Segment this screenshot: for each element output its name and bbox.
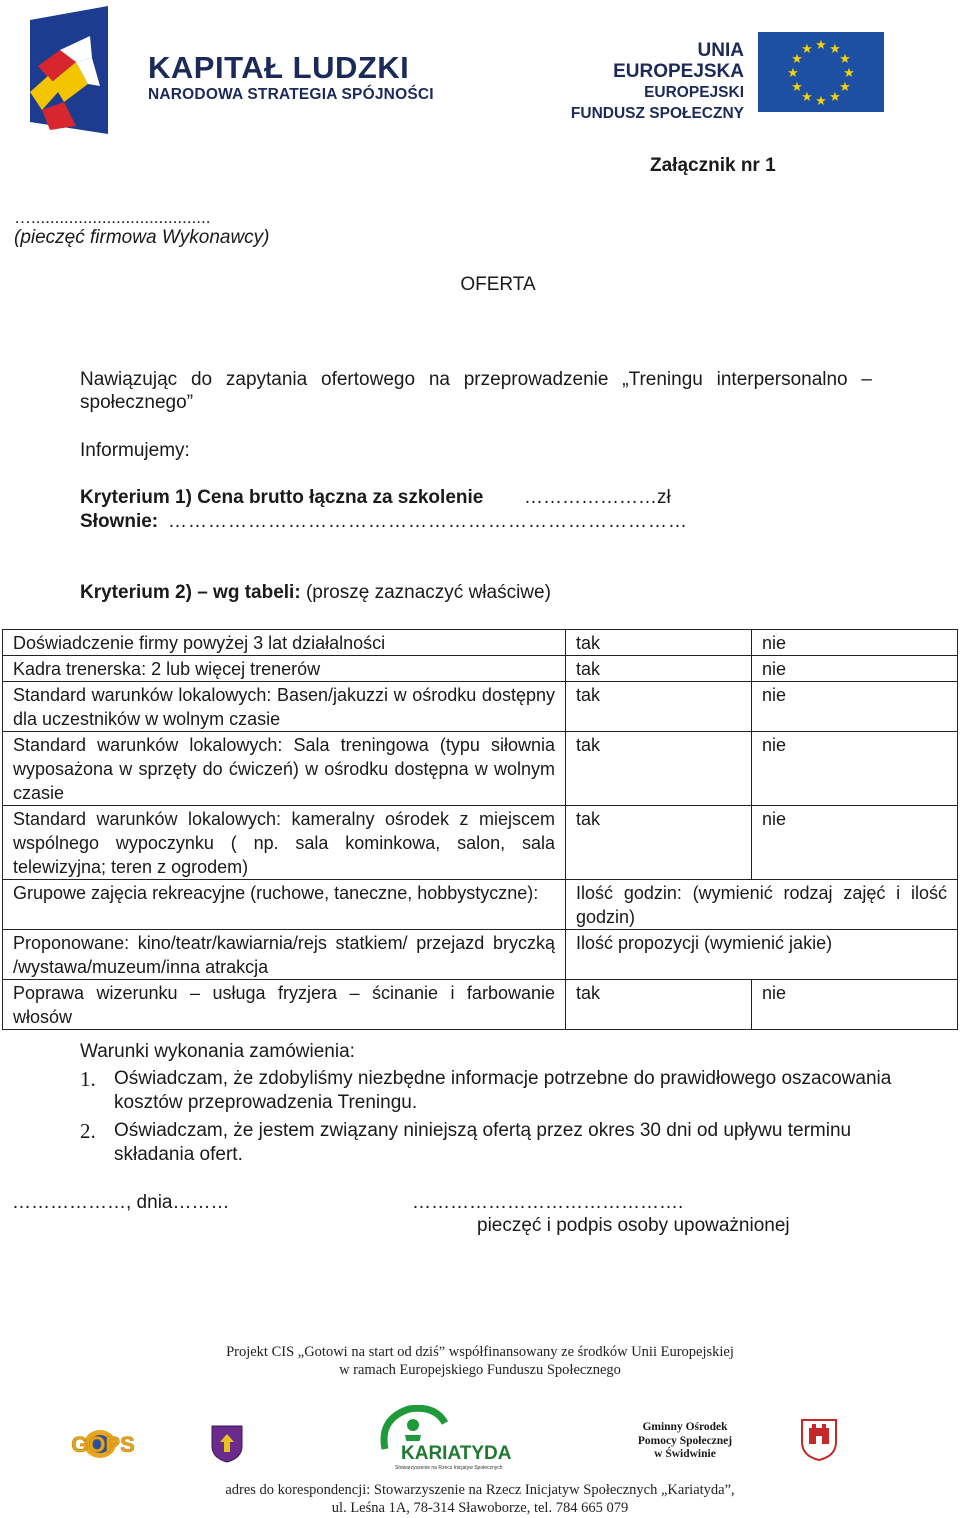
svg-text:★: ★: [801, 90, 813, 105]
option-yes[interactable]: tak: [566, 656, 752, 682]
table-row: [3, 880, 958, 930]
option-no[interactable]: nie: [752, 732, 958, 806]
criterion-label: Doświadczenie firmy powyżej 3 lat działalności: [3, 630, 566, 656]
condition-item: [80, 1119, 920, 1167]
condition-text: Oświadczam, że zdobyliśmy niezbędne informacje potrzebne do prawidłowego oszacowania kosztów przeprowadzenia Treningu.: [114, 1068, 892, 1113]
criterion-label: Grupowe zajęcia rekreacyjne (ruchowe, taneczne, hobbystyczne):: [3, 880, 566, 930]
criterion-2-note: (proszę zaznaczyć właściwe): [300, 582, 551, 603]
condition-item: [80, 1067, 920, 1115]
criterion-label: Standard warunków lokalowych: Sala treningowa (typu siłownia wyposażona w sprzęty do ćwiczeń) w ośrodku dostępna w wolnym czasie: [3, 732, 566, 806]
table-row: [3, 682, 958, 732]
table-row: [3, 630, 958, 656]
criteria-table: [2, 629, 958, 1030]
svg-text:★: ★: [815, 38, 827, 53]
eu-line-3: FUNDUSZ SPOŁECZNY: [570, 105, 744, 122]
option-yes[interactable]: tak: [566, 980, 752, 1030]
footer-project-line-2: w ramach Europejskiego Funduszu Społecznego: [339, 1362, 621, 1378]
option-yes[interactable]: tak: [566, 806, 752, 880]
table-row: [3, 806, 958, 880]
proposals-field[interactable]: Ilość propozycji (wymienić jakie): [566, 930, 958, 980]
option-yes[interactable]: tak: [566, 732, 752, 806]
criterion-label: Kadra trenerska: 2 lub więcej trenerów: [3, 656, 566, 682]
criterion-label: Poprawa wizerunku – usługa fryzjera – ścinanie i farbowanie włosów: [3, 980, 566, 1030]
svg-text:★: ★: [791, 80, 803, 95]
table-row: [3, 930, 958, 980]
svg-text:★: ★: [787, 66, 799, 81]
conditions-label: Warunki wykonania zamówienia:: [80, 1041, 355, 1062]
kapital-ludzki-title: KAPITAŁ LUDZKI: [148, 50, 410, 85]
option-no[interactable]: nie: [752, 656, 958, 682]
svg-text:★: ★: [839, 52, 851, 67]
svg-text:★: ★: [815, 94, 827, 109]
gops-line-2: Pomocy Społecznej: [637, 1434, 733, 1447]
signature-label: pieczęć i podpis osoby upoważnionej: [477, 1215, 790, 1236]
svg-text:★: ★: [791, 52, 803, 67]
gops-logo-text: GOPS: [71, 1432, 135, 1457]
kariatyda-logo: [365, 1405, 515, 1471]
eu-line-2: EUROPEJSKI: [644, 84, 744, 101]
eu-flag-icon: [758, 32, 884, 112]
table-row: [3, 732, 958, 806]
footer-address-line-2: ul. Leśna 1A, 78-314 Sławoborze, tel. 784 665 079: [331, 1500, 629, 1516]
condition-number: 2.: [80, 1119, 96, 1143]
date-field[interactable]: ………………, dnia………: [12, 1192, 230, 1213]
gops-line-3: w Świdwinie: [654, 1448, 716, 1460]
option-yes[interactable]: tak: [566, 630, 752, 656]
option-no[interactable]: nie: [752, 806, 958, 880]
gops-line-1: Gminny Ośrodek: [642, 1421, 728, 1433]
attachment-number: Załącznik nr 1: [650, 155, 776, 176]
footer-address: [0, 1481, 960, 1517]
kariatyda-logo-text: KARIATYDA: [401, 1443, 512, 1464]
criterion-label: Standard warunków lokalowych: kameralny ośrodek z miejscem wspólnego wypoczynku ( np. sala kominkowa, salon, sala telewizyjna; teren z ogrodem): [3, 806, 566, 880]
criterion-1-label: Kryterium 1) Cena brutto łączna za szkolenie: [80, 487, 484, 508]
document-title: OFERTA: [460, 274, 536, 295]
svg-text:★: ★: [829, 90, 841, 105]
hours-field[interactable]: Ilość godzin: (wymienić rodzaj zajęć i ilość godzin): [566, 880, 958, 930]
option-yes[interactable]: tak: [566, 682, 752, 732]
stamp-dots: …......................................: [14, 208, 211, 227]
in-words-label: Słownie:: [80, 511, 159, 532]
signature-field[interactable]: …………………………………….: [412, 1192, 684, 1213]
gops-office-name: [630, 1421, 740, 1462]
gops-logo: [58, 1426, 148, 1462]
in-words-field[interactable]: ……………………………………………………………………: [168, 511, 688, 532]
table-row: [3, 656, 958, 682]
option-no[interactable]: nie: [752, 682, 958, 732]
svg-text:★: ★: [843, 66, 855, 81]
condition-text: Oświadczam, że jestem związany niniejszą ofertą przez okres 30 dni od upływu terminu składania ofert.: [114, 1120, 852, 1165]
footer-project-line-1: Projekt CIS „Gotowi na start od dziś” współfinansowany ze środków Unii Europejskiej: [226, 1344, 734, 1360]
town-coat-of-arms-icon: [800, 1418, 838, 1462]
criterion-2-heading: [80, 582, 551, 604]
intro-line-1: Nawiązując do zapytania ofertowego na przeprowadzenie „Treningu interpersonalno –: [80, 369, 872, 390]
table-row: [3, 980, 958, 1030]
eu-line-1: UNIA EUROPEJSKA: [613, 40, 744, 82]
intro-line-2: społecznego”: [80, 392, 194, 413]
footer-address-line-1: adres do korespondencji: Stowarzyszenie na Rzecz Inicjatyw Społecznych „Kariatyda”,: [225, 1482, 735, 1498]
option-no[interactable]: nie: [752, 980, 958, 1030]
coat-of-arms-icon: [210, 1424, 244, 1464]
inform-label: Informujemy:: [80, 440, 190, 461]
criterion-1-price-field[interactable]: …………………zł: [524, 487, 671, 508]
kariatyda-logo-subtext: Stowarzyszenie na Rzecz Inicjatyw Społecznych: [395, 1465, 503, 1471]
stamp-label: (pieczęć firmowa Wykonawcy): [14, 227, 270, 248]
svg-text:★: ★: [839, 80, 851, 95]
criterion-2-bold: Kryterium 2) – wg tabeli:: [80, 582, 301, 603]
footer-project: [0, 1343, 960, 1379]
criterion-label: Proponowane: kino/teatr/kawiarnia/rejs statkiem/ przejazd bryczką /wystawa/muzeum/inna atrakcja: [3, 930, 566, 980]
criterion-label: Standard warunków lokalowych: Basen/jakuzzi w ośrodku dostępny dla uczestników w wolnym czasie: [3, 682, 566, 732]
eu-logo-text: [568, 40, 744, 124]
svg-text:★: ★: [829, 42, 841, 57]
svg-text:★: ★: [801, 42, 813, 57]
condition-number: 1.: [80, 1067, 96, 1091]
option-no[interactable]: nie: [752, 630, 958, 656]
kapital-ludzki-subtitle: NARODOWA STRATEGIA SPÓJNOŚCI: [148, 86, 434, 103]
